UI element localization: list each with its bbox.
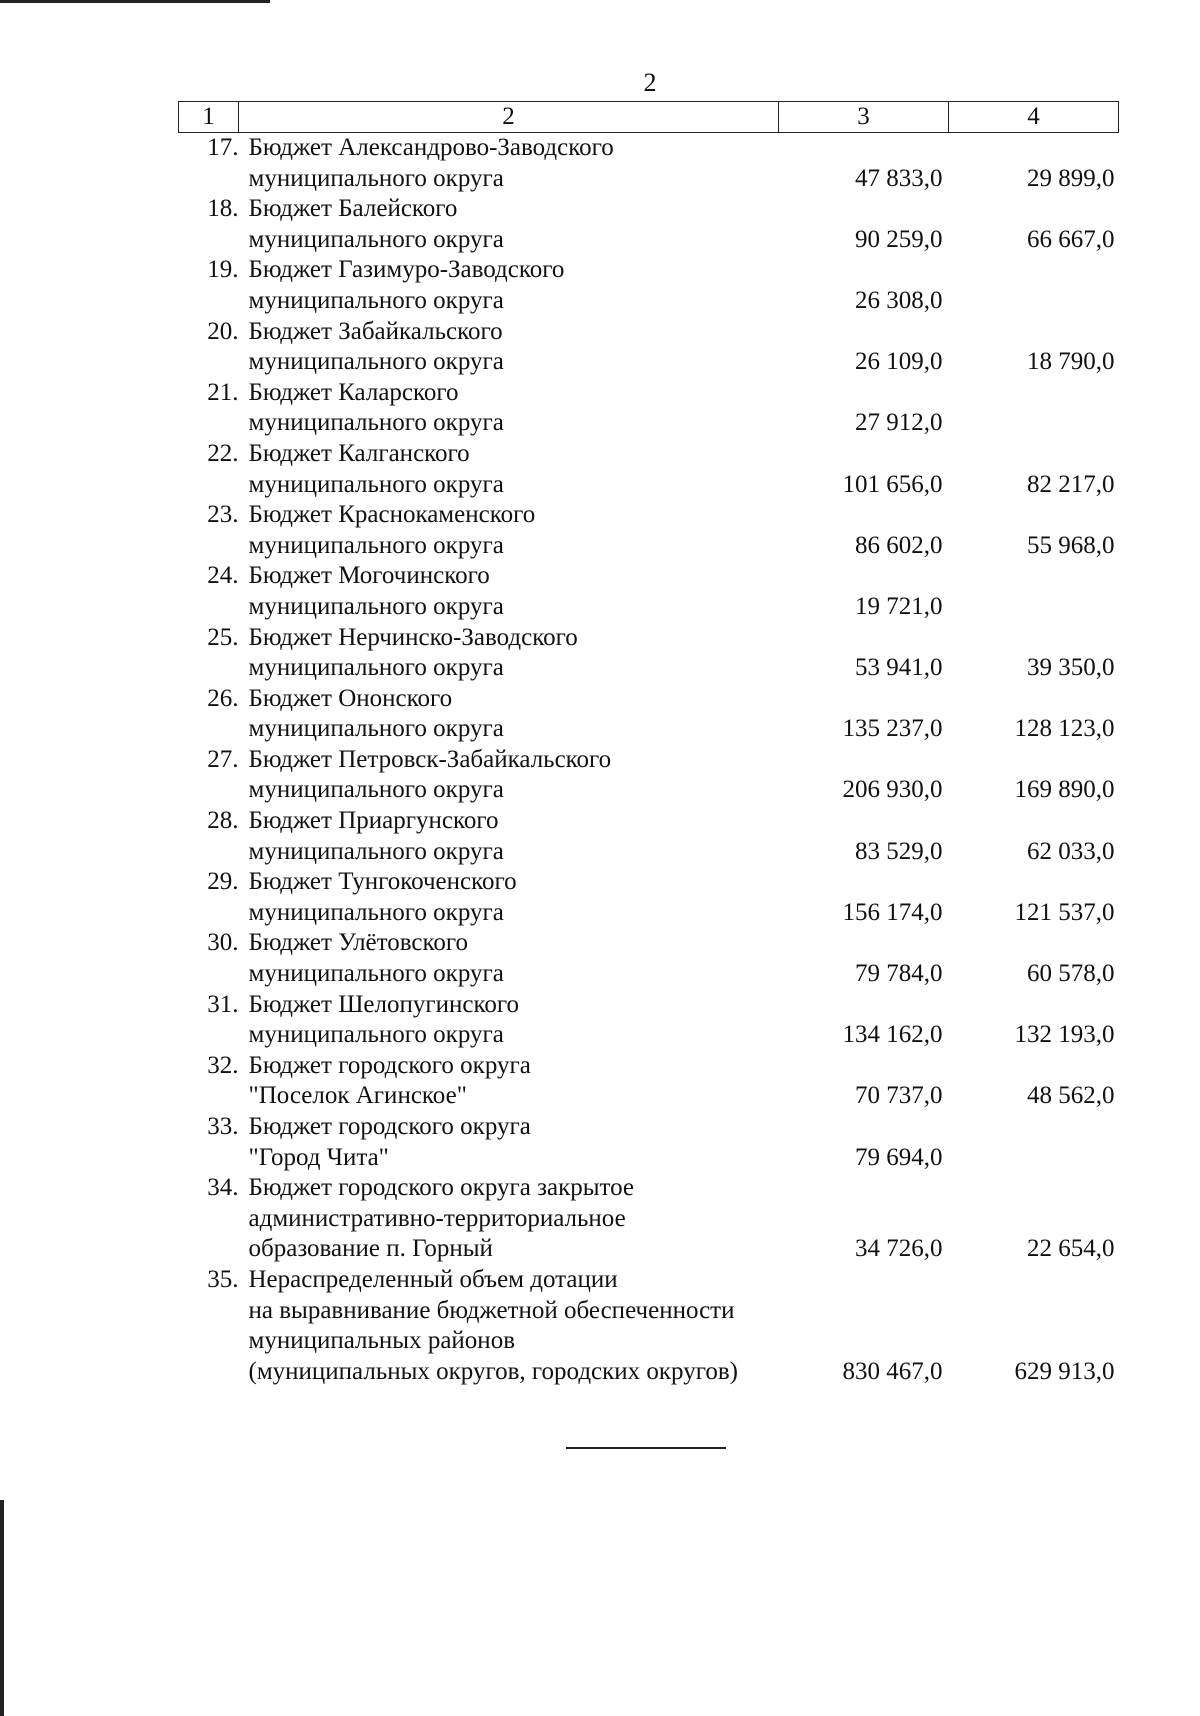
scan-edge-mark — [0, 0, 270, 3]
budget-name-line: Бюджет Ононского — [248, 684, 453, 712]
budget-name-line: Бюджет городского округа — [248, 1051, 531, 1079]
table-row — [179, 928, 1119, 989]
budget-name-line: Бюджет Каларского — [248, 378, 459, 406]
budget-name-line: муниципального округа — [248, 837, 504, 865]
row-number: 17. — [207, 134, 239, 161]
row-number: 18. — [207, 195, 239, 223]
amount-col-4: 22 654,0 — [1027, 1235, 1115, 1263]
amount-col-3: 26 308,0 — [855, 286, 943, 314]
header-col-3: 3 — [779, 102, 949, 133]
budget-name-line: Бюджет Александрово-Заводского — [248, 134, 614, 161]
amount-col-3: 70 737,0 — [855, 1082, 943, 1110]
row-number: 23. — [207, 501, 239, 529]
table-row — [179, 990, 1119, 1051]
table-row — [179, 1112, 1119, 1173]
amount-col-4: 128 123,0 — [1014, 715, 1115, 743]
table-row — [179, 500, 1119, 561]
table-row — [179, 806, 1119, 867]
budget-name — [239, 928, 779, 989]
budget-name-line: Бюджет Нерчинско-Заводского — [248, 623, 578, 651]
amount-col-4: 82 217,0 — [1027, 470, 1115, 498]
amount-col-3: 101 656,0 — [842, 470, 943, 498]
table-row — [179, 1051, 1119, 1112]
header-col-4: 4 — [949, 102, 1119, 133]
budget-name-line: Бюджет Калганского — [248, 439, 470, 467]
row-number: 22. — [207, 439, 239, 467]
amount-col-4: 132 193,0 — [1014, 1021, 1115, 1049]
budget-name-line: муниципального округа — [248, 531, 504, 559]
budget-name — [239, 1173, 779, 1265]
budget-name — [239, 194, 779, 255]
row-number: 20. — [207, 317, 239, 345]
budget-name-line: образование п. Горный — [248, 1235, 493, 1263]
table-row — [179, 255, 1119, 316]
amount-col-3: 90 259,0 — [855, 225, 943, 253]
row-number: 29. — [207, 868, 239, 896]
table-row — [179, 623, 1119, 684]
amount-col-4 — [949, 378, 1119, 439]
amount-col-3: 79 694,0 — [855, 1143, 943, 1171]
header-col-2: 2 — [239, 102, 779, 133]
table-row — [179, 1265, 1119, 1387]
budget-name-line: муниципального округа — [248, 592, 504, 620]
scan-edge-mark — [0, 1500, 4, 1716]
budget-name — [239, 684, 779, 745]
amount-col-4: 48 562,0 — [1027, 1082, 1115, 1110]
row-number: 24. — [207, 562, 239, 590]
amount-col-3: 86 602,0 — [855, 531, 943, 559]
budget-name — [239, 561, 779, 622]
budget-name-line: Бюджет городского округа закрытое — [248, 1174, 635, 1202]
row-number: 28. — [207, 807, 239, 835]
end-rule — [566, 1447, 726, 1449]
budget-name — [239, 1112, 779, 1173]
row-number: 25. — [207, 623, 239, 651]
budget-name — [239, 1051, 779, 1112]
table-header — [179, 102, 1119, 133]
amount-col-3: 135 237,0 — [842, 715, 943, 743]
budget-name-line: (муниципальных округов, городских округов) — [248, 1357, 738, 1385]
budget-name-line: Бюджет Тунгокоченского — [248, 868, 517, 896]
amount-col-3: 19 721,0 — [855, 592, 943, 620]
amount-col-3: 134 162,0 — [842, 1021, 943, 1049]
table-row — [179, 194, 1119, 255]
row-number: 30. — [207, 929, 239, 957]
amount-col-4: 60 578,0 — [1027, 960, 1115, 988]
budget-name-line: Бюджет Улётовского — [248, 929, 469, 957]
amount-col-3: 206 930,0 — [842, 776, 943, 804]
amount-col-3: 26 109,0 — [855, 348, 943, 376]
table-row — [179, 1173, 1119, 1265]
budget-name-line: Бюджет Шелопугинского — [248, 990, 519, 1018]
budget-name-line: Бюджет Балейского — [248, 195, 458, 223]
budget-name-line: на выравнивание бюджетной обеспеченности — [248, 1296, 735, 1324]
budget-name-line: муниципального округа — [248, 898, 504, 926]
budget-name-line: Бюджет Приаргунского — [248, 807, 499, 835]
budget-name-line: муниципального округа — [248, 225, 504, 253]
budget-table — [178, 101, 1119, 1387]
table-row — [179, 133, 1119, 195]
budget-name-line: Бюджет городского округа — [248, 1113, 531, 1140]
budget-name — [239, 867, 779, 928]
row-number: 19. — [207, 256, 239, 284]
budget-name — [239, 623, 779, 684]
amount-col-4 — [949, 255, 1119, 316]
budget-name-line: "Поселок Агинское" — [248, 1082, 467, 1110]
amount-col-3: 79 784,0 — [855, 960, 943, 988]
budget-name-line: Бюджет Газимуро-Заводского — [248, 256, 565, 284]
amount-col-3: 830 467,0 — [842, 1357, 943, 1385]
budget-name-line: "Город Чита" — [248, 1143, 389, 1171]
amount-col-3: 53 941,0 — [855, 654, 943, 682]
table-row — [179, 317, 1119, 378]
budget-name-line: муниципального округа — [248, 164, 504, 192]
amount-col-4 — [949, 1112, 1119, 1173]
budget-name-line: Бюджет Забайкальского — [248, 317, 503, 345]
table-body — [179, 133, 1119, 1388]
budget-name-line: Бюджет Могочинского — [248, 562, 490, 590]
budget-name — [239, 255, 779, 316]
budget-name-line: Бюджет Краснокаменского — [248, 501, 536, 529]
amount-col-4: 39 350,0 — [1027, 654, 1115, 682]
table-row — [179, 684, 1119, 745]
budget-name-line: Бюджет Петровск-Забайкальского — [248, 745, 612, 773]
budget-name — [239, 745, 779, 806]
row-number: 32. — [207, 1051, 239, 1079]
amount-col-4: 18 790,0 — [1027, 348, 1115, 376]
amount-col-4: 121 537,0 — [1014, 898, 1115, 926]
amount-col-3: 83 529,0 — [855, 837, 943, 865]
budget-name-line: муниципального округа — [248, 348, 504, 376]
budget-name — [239, 378, 779, 439]
table-row — [179, 378, 1119, 439]
table-row — [179, 439, 1119, 500]
amount-col-4: 169 890,0 — [1014, 776, 1115, 804]
amount-col-3: 47 833,0 — [855, 164, 943, 192]
budget-name-line: муниципального округа — [248, 409, 504, 437]
budget-name — [239, 806, 779, 867]
amount-col-3: 156 174,0 — [842, 898, 943, 926]
budget-name-line: муниципального округа — [248, 654, 504, 682]
row-number: 31. — [207, 990, 239, 1018]
budget-name — [239, 133, 779, 195]
budget-name — [239, 500, 779, 561]
page-number: 2 — [643, 68, 657, 97]
budget-name — [239, 439, 779, 500]
header-row — [179, 102, 1119, 133]
budget-name-line: муниципального округа — [248, 470, 504, 498]
row-number: 27. — [207, 745, 239, 773]
row-number: 33. — [207, 1113, 239, 1140]
budget-name-line: муниципального округа — [248, 960, 504, 988]
budget-name-line: муниципального округа — [248, 715, 504, 743]
budget-name-line: муниципального округа — [248, 286, 504, 314]
budget-name — [239, 1265, 779, 1387]
row-number: 26. — [207, 684, 239, 712]
amount-col-3: 27 912,0 — [855, 409, 943, 437]
row-number: 21. — [207, 378, 239, 406]
amount-col-4: 55 968,0 — [1027, 531, 1115, 559]
table-row — [179, 745, 1119, 806]
table-row — [179, 867, 1119, 928]
amount-col-4: 629 913,0 — [1014, 1357, 1115, 1385]
amount-col-3: 34 726,0 — [855, 1235, 943, 1263]
row-number: 35. — [207, 1265, 239, 1293]
amount-col-4: 66 667,0 — [1027, 225, 1115, 253]
header-col-1: 1 — [179, 102, 239, 133]
table-row — [179, 561, 1119, 622]
amount-col-4 — [949, 561, 1119, 622]
budget-name — [239, 990, 779, 1051]
row-number: 34. — [207, 1174, 239, 1202]
budget-name-line: муниципального округа — [248, 776, 504, 804]
budget-name — [239, 317, 779, 378]
amount-col-4: 62 033,0 — [1027, 837, 1115, 865]
budget-name-line: муниципальных районов — [248, 1327, 515, 1355]
budget-name-line: административно-территориальное — [248, 1204, 626, 1232]
amount-col-4: 29 899,0 — [1027, 164, 1115, 192]
budget-name-line: муниципального округа — [248, 1021, 504, 1049]
budget-name-line: Нераспределенный объем дотации — [248, 1265, 618, 1293]
